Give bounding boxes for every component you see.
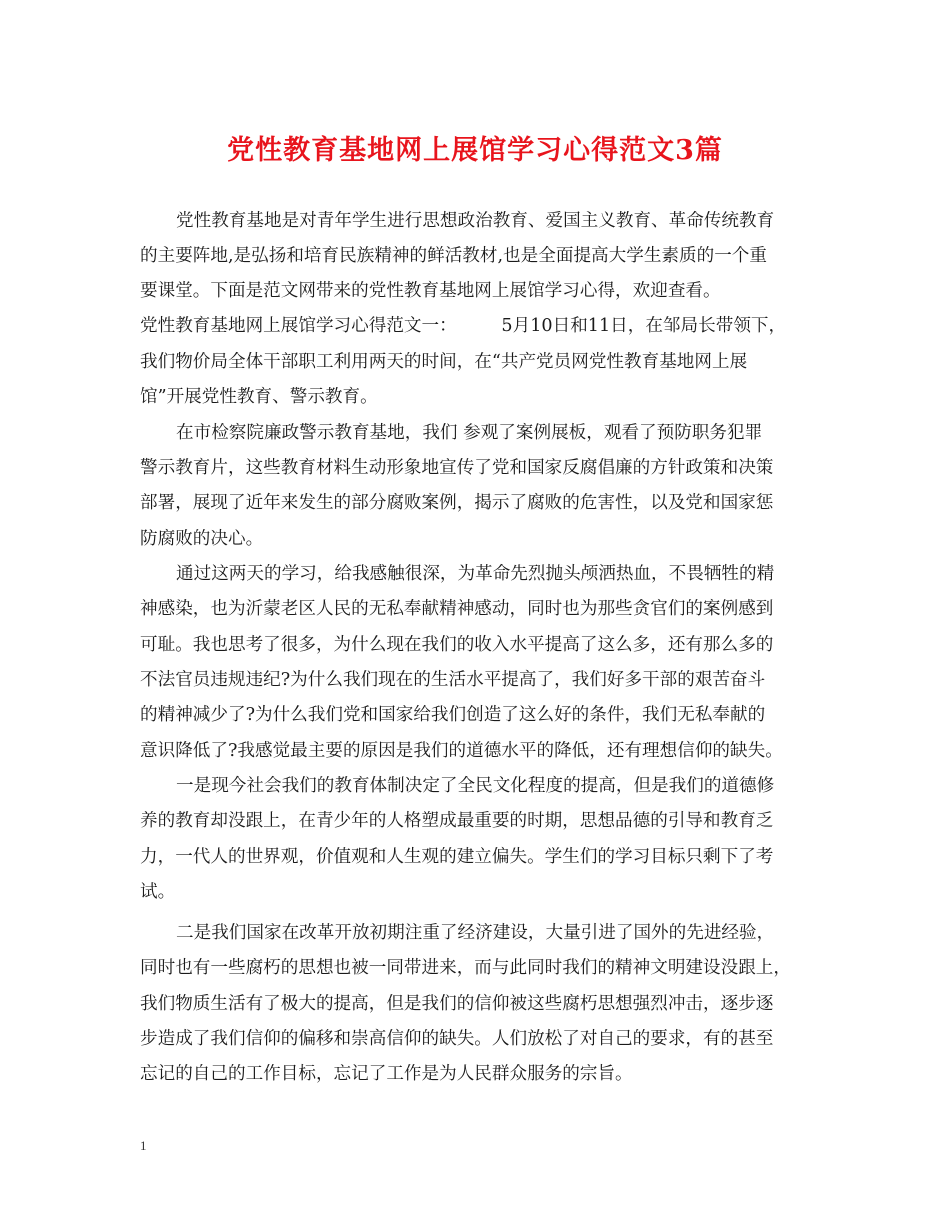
body-line: 可耻。我也思考了很多，为什么现在我们的收入水平提高了这么多，还有那么多的 (140, 635, 774, 655)
body-line: 部署，展现了近年来发生的部分腐败案例，揭示了腐败的危害性，以及党和国家惩 (140, 493, 774, 513)
body-line: 通过这两天的学习，给我感触很深，为革命先烈抛头颅洒热血，不畏牺牲的精 (176, 564, 775, 584)
body-line: 防腐败的决心。 (140, 529, 264, 549)
body-line: 一是现今社会我们的教育体制决定了全民文化程度的提高，但是我们的道德修 (176, 776, 775, 796)
body-line: 不法官员违规违纪?为什么我们现在的生活水平提高了，我们好多干部的艰苦奋斗 (140, 670, 766, 690)
body-line: 步造成了我们信仰的偏移和崇高信仰的缺失。人们放松了对自己的要求，有的甚至 (140, 1029, 774, 1049)
body-line: 神感染，也为沂蒙老区人民的无私奉献精神感动，同时也为那些贪官们的案例感到 (140, 599, 774, 619)
body-line: 警示教育片，这些教育材料生动形象地宣传了党和国家反腐倡廉的方针政策和决策 (140, 458, 774, 478)
body-line: 意识降低了?我感觉最主要的原因是我们的道德水平的降低，还有理想信仰的缺失。 (140, 741, 783, 761)
body-line: 我们物价局全体干部职工利用两天的时间，在“共产党员网党性教育基地网上展 (140, 352, 748, 372)
body-line: 力，一代人的世界观，价值观和人生观的建立偏失。学生们的学习目标只剩下了考 (140, 847, 774, 867)
body-line: 二是我们国家在改革开放初期注重了经济建设，大量引进了国外的先进经验， (176, 923, 775, 943)
document-title: 党性教育基地网上展馆学习心得范文3篇 (227, 135, 723, 166)
body-line: 馆”开展党性教育、警示教育。 (140, 387, 378, 407)
body-line: 的主要阵地,是弘扬和培育民族精神的鲜活教材,也是全面提高大学生素质的一个重 (140, 246, 767, 266)
page-number: 1 (140, 1138, 147, 1153)
body-line: 党性教育基地网上展馆学习心得范文一： 5月10日和11日，在邹局长带领下， (140, 316, 787, 336)
body-line: 同时也有一些腐朽的思想也被一同带进来，而与此同时我们的精神文明建设没跟上， (140, 958, 791, 978)
body-line: 党性教育基地是对青年学生进行思想政治教育、爱国主义教育、革命传统教育 (176, 211, 775, 231)
body-line: 养的教育却没跟上，在青少年的人格塑成最重要的时期，思想品德的引导和教育乏 (140, 811, 774, 831)
body-line: 的精神减少了?为什么我们党和国家给我们创造了这么好的条件，我们无私奉献的 (140, 705, 766, 725)
body-line: 试。 (140, 882, 176, 902)
body-line: 要课堂。下面是范文网带来的党性教育基地网上展馆学习心得，欢迎查看。 (140, 281, 721, 301)
body-line: 忘记的自己的工作目标，忘记了工作是为人民群众服务的宗旨。 (140, 1064, 633, 1084)
body-line: 我们物质生活有了极大的提高，但是我们的信仰被这些腐朽思想强烈冲击，逐步逐 (140, 994, 774, 1014)
body-line: 在市检察院廉政警示教育基地，我们 参观了案例展板，观看了预防职务犯罪 (176, 423, 763, 443)
